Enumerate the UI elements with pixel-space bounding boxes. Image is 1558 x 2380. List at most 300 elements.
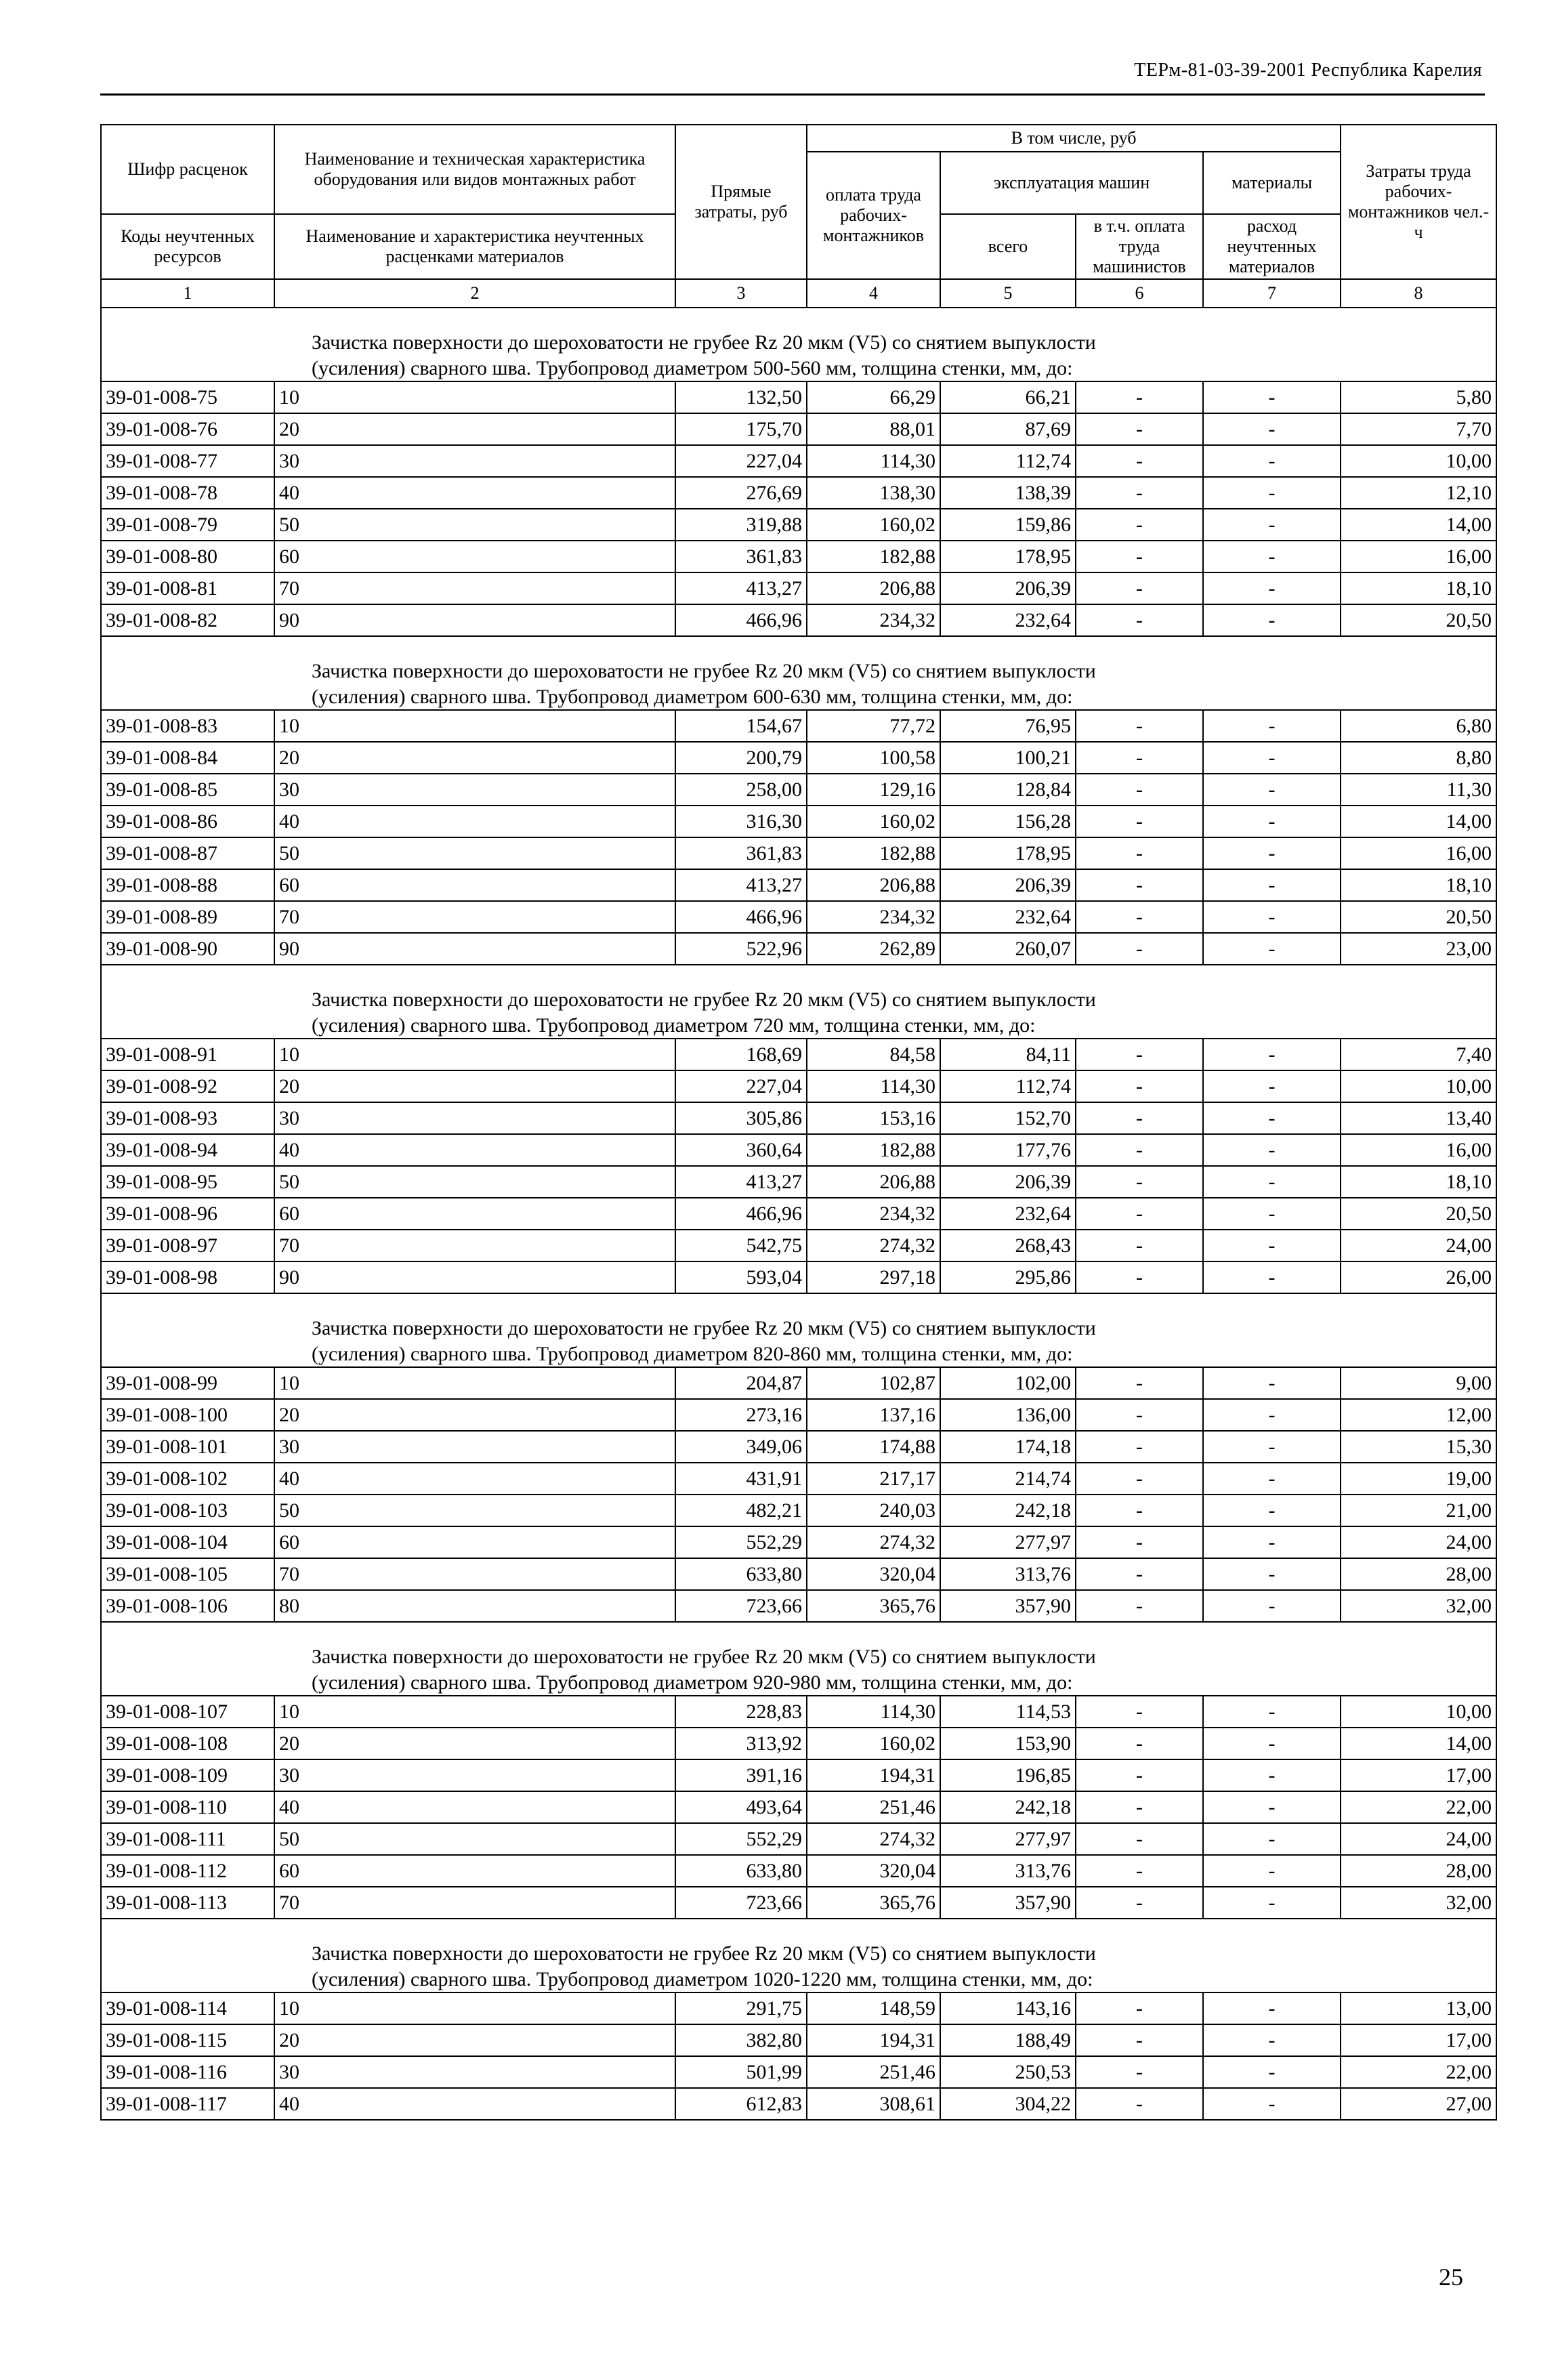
wall-thickness: 40 [274, 1134, 675, 1166]
labor-hours: 18,10 [1341, 869, 1496, 901]
materials-cost: - [1203, 806, 1341, 837]
rate-code: 39-01-008-86 [101, 806, 274, 837]
machine-costs: 84,11 [940, 1039, 1076, 1070]
wall-thickness: 30 [274, 445, 675, 477]
wall-thickness: 30 [274, 774, 675, 806]
machinist-pay: - [1076, 1590, 1203, 1622]
materials-cost: - [1203, 1526, 1341, 1558]
labor-hours: 27,00 [1341, 2088, 1496, 2120]
labor-hours: 10,00 [1341, 1070, 1496, 1102]
labor-hours: 13,00 [1341, 1992, 1496, 2024]
table-row [101, 413, 1496, 445]
rate-code: 39-01-008-114 [101, 1992, 274, 2024]
labor-hours: 22,00 [1341, 2056, 1496, 2088]
section-title-line: Зачистка поверхности до шероховатости не грубее Rz 20 мкм (V5) со снятием выпуклости [312, 660, 1096, 682]
machine-costs: 114,53 [940, 1696, 1076, 1728]
table-row [101, 1431, 1496, 1463]
direct-costs: 612,83 [675, 2088, 807, 2120]
materials-cost: - [1203, 1230, 1341, 1261]
labor-pay: 274,32 [807, 1230, 940, 1261]
labor-pay: 251,46 [807, 1791, 940, 1823]
col-number: 7 [1203, 279, 1341, 308]
machine-costs: 196,85 [940, 1759, 1076, 1791]
header-direct-costs: Прямые затраты, руб [675, 125, 807, 279]
wall-thickness: 80 [274, 1590, 675, 1622]
materials-cost: - [1203, 710, 1341, 742]
labor-pay: 274,32 [807, 1526, 940, 1558]
table-row [101, 1590, 1496, 1622]
machine-costs: 206,39 [940, 869, 1076, 901]
materials-cost: - [1203, 477, 1341, 509]
materials-cost: - [1203, 1134, 1341, 1166]
table-row [101, 541, 1496, 572]
table-row [101, 1855, 1496, 1887]
machinist-pay: - [1076, 1230, 1203, 1261]
labor-hours: 22,00 [1341, 1791, 1496, 1823]
rate-code: 39-01-008-101 [101, 1431, 274, 1463]
labor-hours: 21,00 [1341, 1495, 1496, 1526]
labor-hours: 9,00 [1341, 1367, 1496, 1399]
labor-pay: 100,58 [807, 742, 940, 774]
materials-cost: - [1203, 1992, 1341, 2024]
labor-hours: 11,30 [1341, 774, 1496, 806]
machinist-pay: - [1076, 1166, 1203, 1198]
col-number: 1 [101, 279, 274, 308]
section-title [101, 1919, 1496, 1992]
rate-code: 39-01-008-84 [101, 742, 274, 774]
table-body [101, 308, 1496, 2120]
materials-cost: - [1203, 509, 1341, 541]
machinist-pay: - [1076, 1261, 1203, 1293]
wall-thickness: 50 [274, 1823, 675, 1855]
section-title-line: (усиления) сварного шва. Трубопровод диаметром 920-980 мм, толщина стенки, мм, до: [312, 1671, 1073, 1694]
rate-code: 39-01-008-96 [101, 1198, 274, 1230]
machinist-pay: - [1076, 2024, 1203, 2056]
table-row [101, 837, 1496, 869]
machinist-pay: - [1076, 413, 1203, 445]
wall-thickness: 10 [274, 1367, 675, 1399]
header-name-tech: Наименование и техническая характеристика оборудования или видов монтажных работ [274, 125, 675, 214]
direct-costs: 482,21 [675, 1495, 807, 1526]
table-row [101, 1230, 1496, 1261]
table-row [101, 572, 1496, 604]
machinist-pay: - [1076, 901, 1203, 933]
direct-costs: 227,04 [675, 445, 807, 477]
table-row [101, 2088, 1496, 2120]
machinist-pay: - [1076, 509, 1203, 541]
machine-costs: 178,95 [940, 541, 1076, 572]
materials-cost: - [1203, 541, 1341, 572]
machine-costs: 143,16 [940, 1992, 1076, 2024]
wall-thickness: 20 [274, 413, 675, 445]
labor-hours: 20,50 [1341, 1198, 1496, 1230]
section-title-row [101, 1293, 1496, 1367]
wall-thickness: 60 [274, 541, 675, 572]
direct-costs: 413,27 [675, 869, 807, 901]
labor-pay: 182,88 [807, 837, 940, 869]
section-title-row [101, 1622, 1496, 1696]
machinist-pay: - [1076, 742, 1203, 774]
machine-costs: 242,18 [940, 1495, 1076, 1526]
materials-cost: - [1203, 1039, 1341, 1070]
section-title-line: Зачистка поверхности до шероховатости не грубее Rz 20 мкм (V5) со снятием выпуклости [312, 988, 1096, 1011]
labor-pay: 77,72 [807, 710, 940, 742]
rate-code: 39-01-008-87 [101, 837, 274, 869]
table-row [101, 1887, 1496, 1919]
machinist-pay: - [1076, 837, 1203, 869]
header-machine-ops: эксплуатация машин [940, 152, 1203, 214]
header-labor-pay: оплата труда рабочих-монтажников [807, 152, 940, 279]
labor-pay: 217,17 [807, 1463, 940, 1495]
rate-code: 39-01-008-117 [101, 2088, 274, 2120]
machinist-pay: - [1076, 604, 1203, 636]
direct-costs: 154,67 [675, 710, 807, 742]
labor-pay: 174,88 [807, 1431, 940, 1463]
table-row [101, 933, 1496, 965]
direct-costs: 227,04 [675, 1070, 807, 1102]
labor-pay: 114,30 [807, 1070, 940, 1102]
machine-costs: 313,76 [940, 1558, 1076, 1590]
machine-costs: 128,84 [940, 774, 1076, 806]
machinist-pay: - [1076, 1102, 1203, 1134]
materials-cost: - [1203, 413, 1341, 445]
rate-code: 39-01-008-92 [101, 1070, 274, 1102]
materials-cost: - [1203, 1261, 1341, 1293]
materials-cost: - [1203, 933, 1341, 965]
rate-code: 39-01-008-115 [101, 2024, 274, 2056]
machine-costs: 232,64 [940, 901, 1076, 933]
section-title [101, 1622, 1496, 1696]
direct-costs: 361,83 [675, 541, 807, 572]
machinist-pay: - [1076, 933, 1203, 965]
table-row [101, 1526, 1496, 1558]
wall-thickness: 60 [274, 1855, 675, 1887]
machinist-pay: - [1076, 806, 1203, 837]
wall-thickness: 20 [274, 1399, 675, 1431]
materials-cost: - [1203, 1696, 1341, 1728]
table-row [101, 381, 1496, 413]
header-machine-incl: в т.ч. оплата труда машинистов [1076, 214, 1203, 279]
rate-code: 39-01-008-80 [101, 541, 274, 572]
machine-costs: 136,00 [940, 1399, 1076, 1431]
machinist-pay: - [1076, 1526, 1203, 1558]
rate-code: 39-01-008-88 [101, 869, 274, 901]
labor-pay: 88,01 [807, 413, 940, 445]
labor-pay: 308,61 [807, 2088, 940, 2120]
machine-costs: 66,21 [940, 381, 1076, 413]
labor-pay: 274,32 [807, 1823, 940, 1855]
machine-costs: 87,69 [940, 413, 1076, 445]
machinist-pay: - [1076, 477, 1203, 509]
direct-costs: 291,75 [675, 1992, 807, 2024]
labor-pay: 240,03 [807, 1495, 940, 1526]
rate-code: 39-01-008-78 [101, 477, 274, 509]
labor-hours: 32,00 [1341, 1590, 1496, 1622]
wall-thickness: 30 [274, 1759, 675, 1791]
labor-hours: 7,40 [1341, 1039, 1496, 1070]
machine-costs: 214,74 [940, 1463, 1076, 1495]
direct-costs: 360,64 [675, 1134, 807, 1166]
machine-costs: 177,76 [940, 1134, 1076, 1166]
materials-cost: - [1203, 869, 1341, 901]
table-row [101, 509, 1496, 541]
table-row [101, 1102, 1496, 1134]
labor-hours: 5,80 [1341, 381, 1496, 413]
table-row [101, 1823, 1496, 1855]
materials-cost: - [1203, 572, 1341, 604]
labor-pay: 234,32 [807, 604, 940, 636]
machine-costs: 206,39 [940, 572, 1076, 604]
table-row [101, 901, 1496, 933]
wall-thickness: 50 [274, 837, 675, 869]
direct-costs: 466,96 [675, 1198, 807, 1230]
section-title-line: Зачистка поверхности до шероховатости не грубее Rz 20 мкм (V5) со снятием выпуклости [312, 1942, 1096, 1965]
materials-cost: - [1203, 381, 1341, 413]
labor-pay: 365,76 [807, 1590, 940, 1622]
labor-pay: 206,88 [807, 572, 940, 604]
page-number: 25 [1439, 2263, 1463, 2291]
rate-code: 39-01-008-94 [101, 1134, 274, 1166]
section-title-row [101, 308, 1496, 381]
rate-code: 39-01-008-83 [101, 710, 274, 742]
labor-hours: 12,10 [1341, 477, 1496, 509]
labor-pay: 262,89 [807, 933, 940, 965]
machinist-pay: - [1076, 1887, 1203, 1919]
section-title-line: (усиления) сварного шва. Трубопровод диаметром 500-560 мм, толщина стенки, мм, до: [312, 356, 1073, 379]
direct-costs: 319,88 [675, 509, 807, 541]
rate-code: 39-01-008-110 [101, 1791, 274, 1823]
machine-costs: 100,21 [940, 742, 1076, 774]
materials-cost: - [1203, 1887, 1341, 1919]
document-header: ТЕРм-81-03-39-2001 Республика Карелия [1134, 60, 1482, 81]
direct-costs: 382,80 [675, 2024, 807, 2056]
rate-code: 39-01-008-97 [101, 1230, 274, 1261]
machine-costs: 357,90 [940, 1590, 1076, 1622]
wall-thickness: 70 [274, 572, 675, 604]
rate-code: 39-01-008-93 [101, 1102, 274, 1134]
rate-code: 39-01-008-104 [101, 1526, 274, 1558]
table-row [101, 2024, 1496, 2056]
machine-costs: 112,74 [940, 445, 1076, 477]
machinist-pay: - [1076, 1759, 1203, 1791]
labor-hours: 14,00 [1341, 509, 1496, 541]
rate-code: 39-01-008-103 [101, 1495, 274, 1526]
materials-cost: - [1203, 2056, 1341, 2088]
materials-cost: - [1203, 1590, 1341, 1622]
labor-hours: 16,00 [1341, 541, 1496, 572]
machine-costs: 76,95 [940, 710, 1076, 742]
section-title-line: Зачистка поверхности до шероховатости не грубее Rz 20 мкм (V5) со снятием выпуклости [312, 1646, 1096, 1668]
materials-cost: - [1203, 774, 1341, 806]
rate-code: 39-01-008-106 [101, 1590, 274, 1622]
labor-hours: 17,00 [1341, 2024, 1496, 2056]
labor-pay: 160,02 [807, 509, 940, 541]
rate-code: 39-01-008-112 [101, 1855, 274, 1887]
machinist-pay: - [1076, 381, 1203, 413]
machine-costs: 232,64 [940, 1198, 1076, 1230]
table-row [101, 1558, 1496, 1590]
labor-hours: 32,00 [1341, 1887, 1496, 1919]
direct-costs: 276,69 [675, 477, 807, 509]
materials-cost: - [1203, 1463, 1341, 1495]
direct-costs: 466,96 [675, 901, 807, 933]
labor-hours: 14,00 [1341, 806, 1496, 837]
section-title-row [101, 965, 1496, 1039]
materials-cost: - [1203, 2024, 1341, 2056]
section-title-line: (усиления) сварного шва. Трубопровод диаметром 720 мм, толщина стенки, мм, до: [312, 1014, 1036, 1037]
wall-thickness: 40 [274, 1791, 675, 1823]
materials-cost: - [1203, 1102, 1341, 1134]
materials-cost: - [1203, 604, 1341, 636]
labor-pay: 148,59 [807, 1992, 940, 2024]
table-row [101, 1166, 1496, 1198]
direct-costs: 413,27 [675, 572, 807, 604]
labor-pay: 234,32 [807, 1198, 940, 1230]
materials-cost: - [1203, 1367, 1341, 1399]
labor-pay: 129,16 [807, 774, 940, 806]
wall-thickness: 30 [274, 2056, 675, 2088]
table-row [101, 1134, 1496, 1166]
labor-hours: 24,00 [1341, 1823, 1496, 1855]
labor-hours: 7,70 [1341, 413, 1496, 445]
rate-code: 39-01-008-76 [101, 413, 274, 445]
direct-costs: 175,70 [675, 413, 807, 445]
labor-hours: 17,00 [1341, 1759, 1496, 1791]
labor-hours: 10,00 [1341, 445, 1496, 477]
labor-pay: 206,88 [807, 869, 940, 901]
materials-cost: - [1203, 2088, 1341, 2120]
wall-thickness: 50 [274, 509, 675, 541]
machine-costs: 304,22 [940, 2088, 1076, 2120]
rate-code: 39-01-008-109 [101, 1759, 274, 1791]
labor-hours: 20,50 [1341, 901, 1496, 933]
section-title-row [101, 1919, 1496, 1992]
machinist-pay: - [1076, 1431, 1203, 1463]
table-row [101, 710, 1496, 742]
section-title [101, 308, 1496, 381]
labor-pay: 153,16 [807, 1102, 940, 1134]
machine-costs: 174,18 [940, 1431, 1076, 1463]
labor-hours: 28,00 [1341, 1558, 1496, 1590]
table-row [101, 1696, 1496, 1728]
labor-pay: 182,88 [807, 1134, 940, 1166]
machine-costs: 242,18 [940, 1791, 1076, 1823]
direct-costs: 633,80 [675, 1558, 807, 1590]
table-row [101, 1791, 1496, 1823]
materials-cost: - [1203, 837, 1341, 869]
rate-code: 39-01-008-81 [101, 572, 274, 604]
labor-pay: 160,02 [807, 806, 940, 837]
col-number: 2 [274, 279, 675, 308]
materials-cost: - [1203, 1431, 1341, 1463]
machine-costs: 102,00 [940, 1367, 1076, 1399]
machine-costs: 277,97 [940, 1823, 1076, 1855]
machinist-pay: - [1076, 1198, 1203, 1230]
machine-costs: 156,28 [940, 806, 1076, 837]
machinist-pay: - [1076, 1558, 1203, 1590]
direct-costs: 132,50 [675, 381, 807, 413]
machinist-pay: - [1076, 1463, 1203, 1495]
machine-costs: 232,64 [940, 604, 1076, 636]
direct-costs: 305,86 [675, 1102, 807, 1134]
wall-thickness: 40 [274, 2088, 675, 2120]
wall-thickness: 20 [274, 2024, 675, 2056]
materials-cost: - [1203, 1198, 1341, 1230]
labor-pay: 297,18 [807, 1261, 940, 1293]
table-row [101, 1367, 1496, 1399]
direct-costs: 542,75 [675, 1230, 807, 1261]
table-row [101, 1070, 1496, 1102]
header-name-unaccounted: Наименование и характеристика неучтенных расценками материалов [274, 214, 675, 279]
table-row [101, 604, 1496, 636]
wall-thickness: 50 [274, 1166, 675, 1198]
machine-costs: 250,53 [940, 2056, 1076, 2088]
machinist-pay: - [1076, 1495, 1203, 1526]
labor-hours: 13,40 [1341, 1102, 1496, 1134]
wall-thickness: 40 [274, 477, 675, 509]
wall-thickness: 60 [274, 1198, 675, 1230]
rate-code: 39-01-008-75 [101, 381, 274, 413]
rate-code: 39-01-008-113 [101, 1887, 274, 1919]
direct-costs: 522,96 [675, 933, 807, 965]
machine-costs: 159,86 [940, 509, 1076, 541]
rate-code: 39-01-008-98 [101, 1261, 274, 1293]
header-machine-total: всего [940, 214, 1076, 279]
direct-costs: 466,96 [675, 604, 807, 636]
machine-costs: 138,39 [940, 477, 1076, 509]
machinist-pay: - [1076, 1728, 1203, 1759]
machinist-pay: - [1076, 1791, 1203, 1823]
materials-cost: - [1203, 1855, 1341, 1887]
section-title-row [101, 636, 1496, 710]
direct-costs: 349,06 [675, 1431, 807, 1463]
labor-hours: 12,00 [1341, 1399, 1496, 1431]
direct-costs: 273,16 [675, 1399, 807, 1431]
materials-cost: - [1203, 1558, 1341, 1590]
materials-cost: - [1203, 445, 1341, 477]
labor-pay: 84,58 [807, 1039, 940, 1070]
rate-code: 39-01-008-79 [101, 509, 274, 541]
col-number: 3 [675, 279, 807, 308]
wall-thickness: 40 [274, 806, 675, 837]
labor-pay: 365,76 [807, 1887, 940, 1919]
header-including: В том числе, руб [807, 125, 1341, 152]
machinist-pay: - [1076, 1855, 1203, 1887]
rate-code: 39-01-008-77 [101, 445, 274, 477]
direct-costs: 493,64 [675, 1791, 807, 1823]
direct-costs: 552,29 [675, 1526, 807, 1558]
table-row [101, 1759, 1496, 1791]
wall-thickness: 60 [274, 1526, 675, 1558]
table-row [101, 1039, 1496, 1070]
labor-pay: 114,30 [807, 445, 940, 477]
wall-thickness: 70 [274, 1558, 675, 1590]
direct-costs: 593,04 [675, 1261, 807, 1293]
rate-code: 39-01-008-108 [101, 1728, 274, 1759]
header-labor-costs: Затраты труда рабочих-монтажников чел.-ч [1341, 125, 1496, 279]
labor-pay: 137,16 [807, 1399, 940, 1431]
header-materials: материалы [1203, 152, 1341, 214]
machinist-pay: - [1076, 1070, 1203, 1102]
machine-costs: 188,49 [940, 2024, 1076, 2056]
labor-pay: 66,29 [807, 381, 940, 413]
section-title-line: Зачистка поверхности до шероховатости не грубее Rz 20 мкм (V5) со снятием выпуклости [312, 1317, 1096, 1339]
section-title-line: (усиления) сварного шва. Трубопровод диаметром 820-860 мм, толщина стенки, мм, до: [312, 1342, 1073, 1365]
machinist-pay: - [1076, 1823, 1203, 1855]
col-number: 4 [807, 279, 940, 308]
rate-code: 39-01-008-82 [101, 604, 274, 636]
labor-pay: 194,31 [807, 1759, 940, 1791]
